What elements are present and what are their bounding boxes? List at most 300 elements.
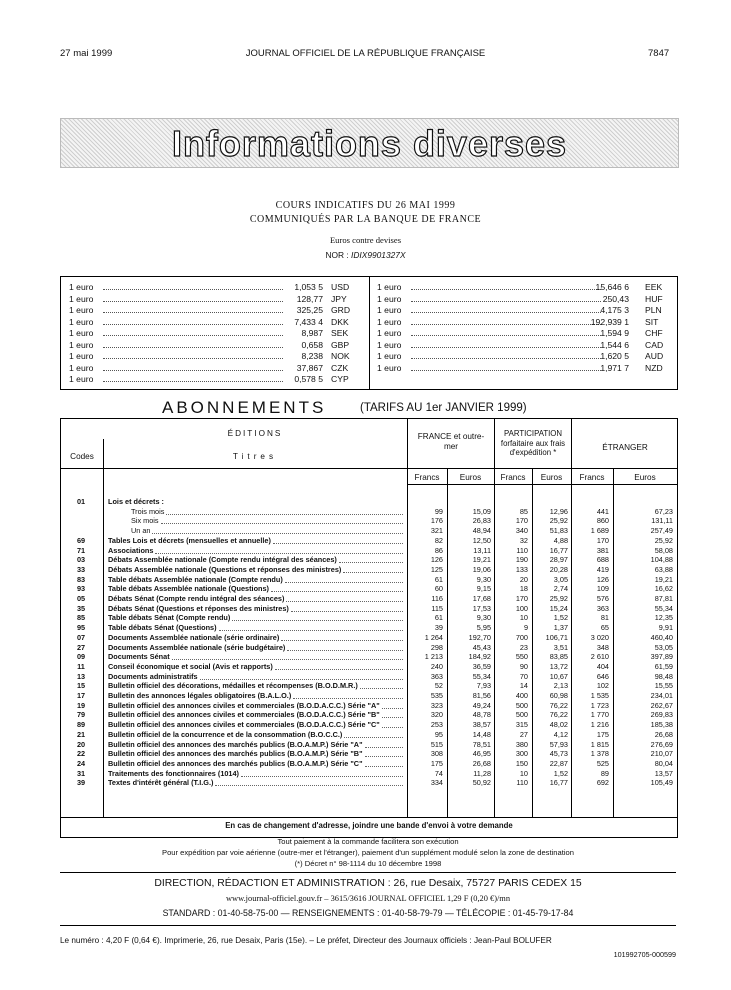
price-cell: 170	[515, 516, 528, 526]
price-cell: 99	[434, 506, 443, 516]
price-cell: 20,28	[549, 564, 568, 574]
price-cell: 515	[430, 739, 443, 749]
decree-note: (*) Décret n° 98-1114 du 10 décembre 1998	[294, 859, 442, 868]
table-row	[61, 565, 677, 575]
page-date: 27 mai 1999	[60, 48, 113, 59]
price-cell: 380	[515, 739, 528, 749]
edition-code: 01	[76, 497, 86, 506]
price-cell: 19,21	[654, 574, 673, 584]
edition-title: Tables Lois et décrets (mensuelles et annuelle)	[108, 535, 271, 545]
title-leader-dots	[286, 601, 403, 602]
rate-leader-dots	[103, 370, 283, 371]
price-cell: 39	[434, 623, 443, 633]
price-cell: 15,24	[549, 603, 568, 613]
price-cell: 110	[516, 545, 528, 555]
price-cell: 185,38	[650, 720, 673, 730]
price-cell: 10	[519, 613, 528, 623]
price-cell: 1,37	[553, 623, 568, 633]
edition-code: 31	[76, 768, 86, 778]
title-leader-dots	[365, 766, 403, 767]
rate-label: 1 euro	[69, 339, 94, 350]
table-row	[61, 720, 677, 730]
price-cell: 80,04	[654, 758, 673, 768]
price-cell: 12,96	[549, 506, 568, 516]
change-address-note: En cas de changement d'adresse, joindre une bande d'envoi à votre demande	[225, 821, 513, 830]
title-leader-dots	[273, 543, 403, 544]
table-row	[61, 613, 677, 623]
price-cell: 86	[434, 545, 443, 555]
price-cell: 19,21	[472, 555, 491, 565]
table-row	[61, 594, 677, 604]
rate-leader-dots	[411, 312, 601, 313]
price-cell: 190	[515, 555, 528, 565]
rate-currency: USD	[331, 282, 350, 292]
rate-value: 8,987	[301, 328, 323, 338]
price-cell: 175	[596, 729, 609, 739]
price-cell: 13,11	[473, 545, 491, 555]
price-cell: 9,15	[476, 584, 491, 594]
rate-leader-dots	[411, 358, 601, 359]
rate-row	[377, 294, 673, 306]
etranger-francs-header: Francs	[579, 473, 605, 482]
table-row	[61, 546, 677, 556]
edition-title: Bulletin officiel des décorations, médailles et récompenses (B.O.D.M.R.)	[108, 681, 358, 691]
rate-currency: CYP	[331, 374, 349, 384]
title-leader-dots	[360, 688, 403, 689]
rate-currency: PLN	[645, 305, 662, 315]
table-row	[61, 584, 677, 594]
rate-label: 1 euro	[69, 316, 94, 327]
table-row	[61, 672, 677, 682]
table-row	[61, 526, 677, 536]
rate-value: 250,43	[602, 293, 629, 304]
rate-currency: CZK	[331, 362, 349, 373]
price-cell: 500	[515, 700, 528, 710]
title-leader-dots	[382, 717, 403, 718]
page-number: 7847	[648, 48, 670, 59]
title-leader-dots	[219, 630, 403, 631]
edition-code: 93	[76, 584, 86, 594]
etranger-header: ÉTRANGER	[602, 443, 648, 452]
price-cell: 300	[515, 749, 528, 759]
edition-title: Débats Sénat (Compte rendu intégral des séances)	[108, 594, 285, 603]
rate-row	[377, 328, 673, 340]
table-row	[61, 555, 677, 565]
price-cell: 1 264	[424, 632, 443, 642]
rate-label: 1 euro	[377, 305, 402, 315]
rate-row	[69, 328, 359, 340]
price-cell: 175	[430, 758, 443, 768]
rate-value: 37,867	[296, 362, 323, 373]
price-cell: 32	[519, 535, 528, 545]
table-row	[61, 740, 677, 750]
footer-reference: 101992705-000599	[613, 950, 676, 959]
price-cell: 419	[596, 564, 609, 574]
edition-title: Lois et décrets :	[108, 497, 164, 506]
price-cell: 404	[596, 661, 609, 671]
edition-code: 69	[76, 535, 86, 545]
price-cell: 110	[516, 778, 528, 788]
edition-title: Conseil économique et social (Avis et rapports)	[108, 661, 273, 671]
footer-imprint: Le numéro : 4,20 F (0,64 €). Imprimerie, 26, rue Desaix, Paris (15e). – Le préfet, Directeur des Journaux officiels : Jean-Paul BOLUFER	[60, 936, 552, 945]
price-cell: 78,51	[472, 739, 491, 749]
edition-code: 27	[76, 642, 86, 652]
price-cell: 81,56	[472, 691, 491, 700]
price-cell: 1 216	[590, 720, 609, 730]
price-cell: 125	[430, 564, 443, 574]
rate-value: 1,971 7	[600, 362, 629, 373]
payment-note: Tout paiement à la commande facilitera son exécution	[277, 837, 459, 846]
table-row	[61, 662, 677, 672]
france-header: FRANCE et outre-mer	[417, 432, 485, 451]
price-cell: 14	[519, 681, 528, 691]
title-leader-dots	[365, 747, 403, 748]
price-cell: 323	[430, 700, 443, 710]
price-cell: 116	[431, 594, 443, 603]
rate-leader-dots	[411, 301, 601, 302]
title-leader-dots	[343, 572, 403, 573]
price-cell: 460,40	[650, 632, 673, 642]
price-cell: 60	[434, 584, 443, 594]
price-cell: 98,48	[654, 671, 673, 681]
rate-leader-dots	[103, 312, 283, 313]
rate-leader-dots	[411, 324, 601, 325]
price-cell: 210,07	[650, 749, 673, 759]
rate-currency: GRD	[331, 305, 351, 315]
price-cell: 1 689	[590, 526, 609, 536]
price-cell: 25,92	[549, 516, 568, 526]
edition-title: Débats Assemblée nationale (Questions et réponses des ministres)	[108, 564, 342, 574]
price-cell: 257,49	[650, 526, 673, 536]
edition-code: 83	[76, 574, 86, 584]
price-cell: 4,88	[553, 535, 568, 545]
price-cell: 45,73	[549, 749, 568, 759]
price-cell: 14,48	[472, 729, 491, 739]
rate-row	[69, 351, 359, 363]
titres-header: Titres	[232, 452, 278, 461]
section-banner	[60, 118, 679, 168]
edition-title: Documents Assemblée nationale (série ordinaire)	[108, 632, 280, 642]
price-cell: 82	[434, 535, 443, 545]
price-cell: 150	[515, 758, 528, 768]
price-cell: 45,43	[472, 642, 491, 652]
price-cell: 700	[515, 632, 528, 642]
price-cell: 692	[596, 778, 609, 788]
rate-leader-dots	[411, 347, 601, 348]
price-cell: 25,92	[549, 594, 568, 603]
edition-title: Documents Sénat	[108, 652, 170, 662]
price-cell: 9,30	[476, 613, 491, 623]
price-cell: 58,08	[654, 545, 673, 555]
price-cell: 3,05	[553, 574, 568, 584]
rate-label: 1 euro	[377, 328, 402, 338]
price-cell: 2,13	[553, 681, 568, 691]
table-row	[61, 691, 677, 701]
price-cell: 9,91	[658, 623, 673, 633]
edition-code: 05	[76, 594, 86, 603]
edition-title: Bulletin officiel des annonces civiles et commerciales (B.O.D.A.C.C.) Série "B"	[108, 710, 380, 720]
header-bottom-line	[61, 468, 677, 469]
price-cell: 525	[596, 758, 609, 768]
rate-row	[69, 340, 359, 352]
rate-value: 192,939 1	[590, 316, 629, 327]
rate-value: 128,77	[296, 293, 323, 304]
title-leader-dots	[344, 737, 403, 738]
price-cell: 348	[596, 642, 609, 652]
price-cell: 234,01	[650, 691, 673, 700]
price-cell: 13,72	[549, 661, 568, 671]
price-cell: 170	[596, 535, 609, 545]
title-leader-dots	[382, 727, 403, 728]
rate-value: 15,646 6	[595, 282, 629, 292]
price-cell: 61,59	[654, 661, 673, 671]
price-cell: 76,22	[549, 700, 568, 710]
edition-code: 09	[76, 652, 86, 662]
price-cell: 1 535	[590, 691, 609, 700]
title-leader-dots	[161, 523, 403, 524]
rate-value: 1,594 9	[600, 328, 629, 338]
price-cell: 126	[430, 555, 443, 565]
price-cell: 400	[515, 691, 528, 700]
price-cell: 10,67	[549, 671, 568, 681]
edition-code: 15	[76, 681, 86, 691]
price-cell: 49,24	[472, 700, 491, 710]
price-cell: 262,67	[650, 700, 673, 710]
price-cell: 1,52	[553, 768, 568, 778]
edition-title: Table débats Assemblée nationale (Questions)	[108, 584, 269, 594]
table-row	[61, 681, 677, 691]
rate-label: 1 euro	[69, 362, 94, 373]
price-cell: 7,93	[476, 681, 491, 691]
rate-value: 1,620 5	[600, 351, 629, 361]
price-cell: 46,95	[472, 749, 491, 759]
rates-right-column	[377, 282, 673, 374]
price-cell: 1,52	[553, 613, 568, 623]
price-cell: 15,55	[654, 681, 673, 691]
edition-code: 79	[76, 710, 86, 720]
price-cell: 2 610	[590, 652, 609, 662]
price-cell: 12,35	[654, 613, 673, 623]
rate-label: 1 euro	[377, 339, 402, 350]
rates-left-column	[69, 282, 359, 386]
price-cell: 16,77	[549, 778, 568, 788]
rate-currency: JPY	[331, 293, 347, 304]
price-cell: 23	[519, 642, 528, 652]
edition-code: 03	[76, 555, 86, 565]
price-cell: 12,50	[472, 535, 491, 545]
rate-label: 1 euro	[377, 351, 402, 361]
rate-value: 7,433 4	[294, 316, 323, 327]
price-cell: 25,92	[654, 535, 673, 545]
rate-leader-dots	[103, 301, 283, 302]
title-leader-dots	[241, 776, 403, 777]
price-cell: 89	[600, 768, 609, 778]
title-leader-dots	[166, 514, 403, 515]
rate-row	[377, 340, 673, 352]
price-cell: 19,06	[472, 564, 491, 574]
edition-title: Traitements des fonctionnaires (1014)	[108, 768, 239, 778]
edition-code: 33	[76, 564, 86, 574]
table-row	[61, 759, 677, 769]
banner-title: Informations diverses	[171, 123, 568, 164]
price-cell: 11,28	[473, 768, 491, 778]
edition-title: Six mois	[131, 516, 159, 526]
rate-row	[69, 282, 359, 294]
edition-code: 13	[76, 671, 86, 681]
price-cell: 27	[519, 729, 528, 739]
price-cell: 5,95	[476, 623, 491, 633]
rate-label: 1 euro	[377, 316, 402, 327]
edition-code: 22	[76, 749, 86, 759]
price-cell: 3 020	[590, 632, 609, 642]
rate-value: 325,25	[296, 305, 323, 315]
edition-title: Bulletin des annonces légales obligatoires (B.A.L.O.)	[108, 691, 292, 700]
price-cell: 176	[430, 516, 443, 526]
edition-title: Table débats Sénat (Questions)	[108, 623, 217, 633]
edition-code: 39	[76, 778, 86, 788]
price-cell: 2,74	[553, 584, 568, 594]
edition-code: 85	[76, 613, 86, 623]
price-cell: 76,22	[549, 710, 568, 720]
rate-label: 1 euro	[69, 293, 94, 304]
table-row	[61, 749, 677, 759]
nor-reference	[0, 250, 731, 260]
edition-title: Bulletin officiel des annonces des marchés publics (B.O.A.M.P.) Série "A"	[108, 739, 363, 749]
edition-code: 89	[76, 720, 86, 730]
rate-currency: DKK	[331, 316, 349, 327]
price-cell: 18	[519, 584, 528, 594]
table-row	[61, 633, 677, 643]
price-cell: 48,78	[472, 710, 491, 720]
price-cell: 74	[434, 768, 443, 778]
rate-value: 1,544 6	[600, 339, 629, 350]
rate-currency: SIT	[645, 316, 659, 327]
codes-header: Codes	[70, 452, 94, 461]
edition-title: Documents administratifs	[108, 671, 198, 681]
title-leader-dots	[281, 640, 403, 641]
rate-row	[69, 374, 359, 386]
price-cell: 363	[596, 603, 609, 613]
edition-title: Débats Assemblée nationale (Compte rendu intégral des séances)	[108, 555, 337, 565]
edition-code: 24	[76, 758, 86, 768]
price-cell: 315	[515, 720, 528, 730]
etranger-euros-header: Euros	[634, 473, 656, 482]
rate-currency: NOK	[331, 351, 350, 361]
price-cell: 170	[515, 594, 528, 603]
rate-label: 1 euro	[69, 328, 94, 338]
price-cell: 13,57	[654, 768, 673, 778]
price-cell: 100	[515, 603, 528, 613]
edition-title: Un an	[131, 526, 151, 536]
rate-leader-dots	[411, 335, 601, 336]
price-cell: 308	[430, 749, 443, 759]
price-cell: 1 378	[590, 749, 609, 759]
rate-row	[377, 282, 673, 294]
rate-row	[69, 317, 359, 329]
title-leader-dots	[152, 533, 403, 534]
price-cell: 105,49	[650, 778, 673, 788]
price-cell: 61	[434, 613, 443, 623]
price-cell: 500	[515, 710, 528, 720]
rate-label: 1 euro	[69, 305, 94, 315]
edition-code: 71	[76, 545, 86, 555]
price-cell: 1 213	[424, 652, 443, 662]
price-cell: 381	[596, 545, 609, 555]
price-cell: 36,59	[472, 661, 491, 671]
rate-leader-dots	[103, 358, 283, 359]
price-cell: 63,88	[654, 564, 673, 574]
price-cell: 90	[519, 661, 528, 671]
rate-row	[377, 305, 673, 317]
exchange-rates-box	[60, 276, 678, 390]
title-leader-dots	[271, 591, 403, 592]
price-cell: 16,62	[654, 584, 673, 594]
price-cell: 126	[596, 574, 609, 584]
rate-row	[377, 363, 673, 375]
price-cell: 83,85	[549, 652, 568, 662]
price-cell: 3,51	[553, 642, 568, 652]
price-cell: 22,87	[549, 758, 568, 768]
rate-value: 0,578 5	[294, 374, 323, 384]
rate-leader-dots	[103, 381, 283, 382]
table-row	[61, 516, 677, 526]
rate-currency: HUF	[645, 293, 663, 304]
cours-title: COURS INDICATIFS DU 26 MAI 1999	[275, 200, 456, 211]
table-row	[61, 652, 677, 662]
table-row	[61, 643, 677, 653]
price-cell: 253	[430, 720, 443, 730]
price-cell: 48,94	[472, 526, 491, 536]
phone-numbers: STANDARD : 01-40-58-75-00 — RENSEIGNEMENTS : 01-40-58-79-79 — TÉLÉCOPIE : 01-45-79-17-84	[162, 908, 574, 918]
price-cell: 298	[430, 642, 443, 652]
price-cell: 340	[515, 526, 528, 536]
table-row	[61, 604, 677, 614]
title-leader-dots	[275, 669, 403, 670]
price-cell: 109	[596, 584, 609, 594]
rate-value: 4,175 3	[600, 305, 629, 315]
title-leader-dots	[200, 679, 403, 680]
rate-value: 1,053 5	[294, 282, 323, 292]
rate-leader-dots	[103, 335, 283, 336]
table-row	[61, 623, 677, 633]
rate-leader-dots	[411, 289, 601, 290]
price-cell: 276,69	[650, 739, 673, 749]
title-leader-dots	[293, 698, 403, 699]
price-cell: 53,05	[654, 642, 673, 652]
price-cell: 320	[430, 710, 443, 720]
price-cell: 81	[600, 613, 609, 623]
price-cell: 321	[430, 526, 443, 536]
table-footer-line	[61, 817, 677, 818]
price-cell: 60,98	[549, 691, 568, 700]
journal-name: JOURNAL OFFICIEL DE LA RÉPUBLIQUE FRANÇAISE	[245, 48, 486, 59]
table-row	[61, 730, 677, 740]
rate-label: 1 euro	[377, 293, 402, 304]
participation-header: PARTICIPATION forfaitaire aux frais d'expédition *	[500, 429, 566, 457]
edition-title: Bulletin officiel des annonces des marchés publics (B.O.A.M.P.) Série "C"	[108, 758, 363, 768]
price-cell: 20	[519, 574, 528, 584]
price-cell: 102	[596, 681, 609, 691]
price-cell: 441	[596, 506, 609, 516]
title-leader-dots	[232, 620, 403, 621]
price-cell: 67,23	[654, 506, 673, 516]
rate-label: 1 euro	[69, 282, 94, 292]
france-euros-header: Euros	[459, 473, 482, 482]
price-cell: 17,68	[472, 594, 491, 603]
rate-currency: CAD	[645, 339, 664, 350]
direction-address: DIRECTION, RÉDACTION ET ADMINISTRATION : 26, rue Desaix, 75727 PARIS CEDEX 15	[154, 878, 582, 889]
price-cell: 860	[596, 516, 609, 526]
